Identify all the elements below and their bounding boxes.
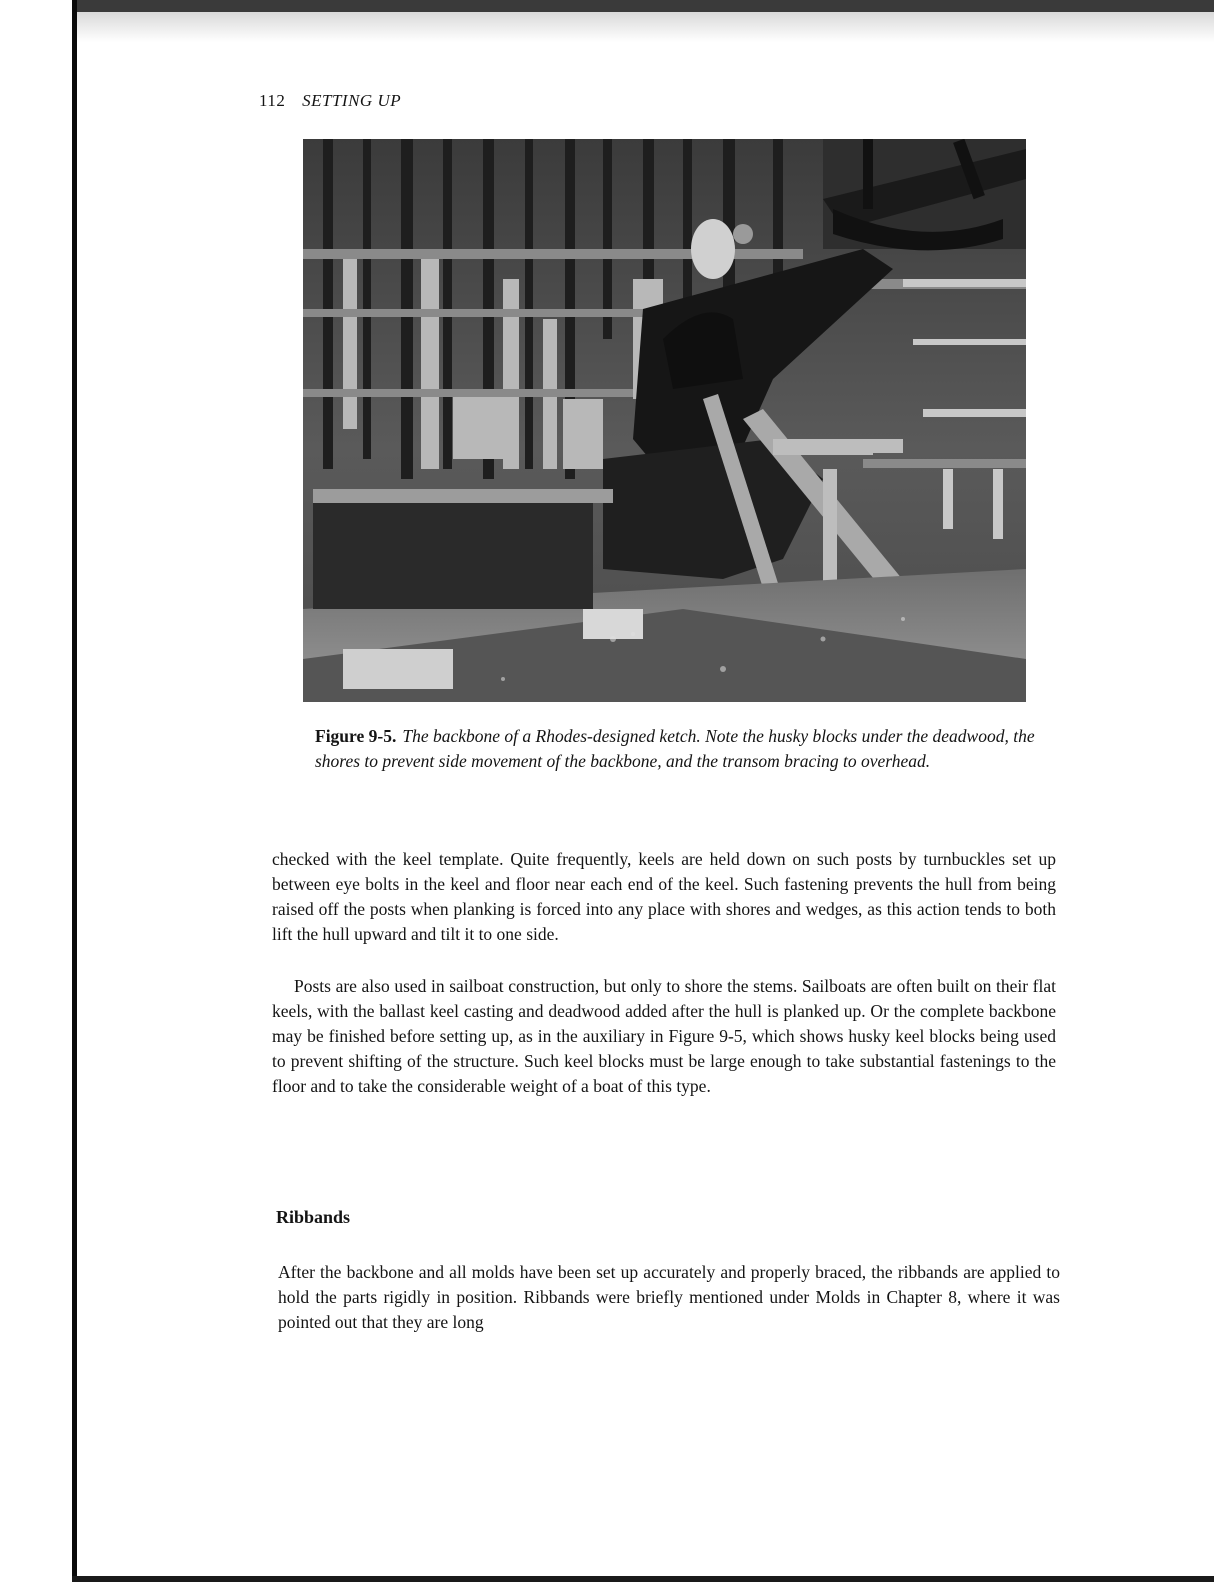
figure-caption bbox=[315, 724, 1035, 774]
paragraph-2 bbox=[272, 974, 1056, 1099]
paragraph-2-text: Posts are also used in sailboat construction, but only to shore the stems. Sailboats are often built on their flat keels, with the ballast keel casting and deadwood added after the hull is planked up. Or the complete backbone may be finished before setting up, as in the auxiliary in Figure 9-5, which shows husky keel blocks being used to prevent shifting of the structure. Such keel blocks must be large enough to take substantial fastenings to the floor and to take the considerable weight of a boat of this type. bbox=[272, 976, 1056, 1096]
scan-edge-top bbox=[72, 0, 1214, 12]
page-number: 112 bbox=[259, 91, 286, 110]
figure-photo bbox=[303, 139, 1026, 702]
scan-edge-bottom bbox=[72, 1576, 1214, 1582]
paragraph-1-text: checked with the keel template. Quite frequently, keels are held down on such posts by turnbuckles set up between eye bolts in the keel and floor near each end of the keel. Such fastening prevents the hull from being raised off the posts when planking is forced into any place with shores and wedges, as this action tends to both lift the hull upward and tilt it to one side. bbox=[272, 849, 1056, 944]
section-title: SETTING UP bbox=[302, 91, 402, 110]
scan-edge-left bbox=[72, 0, 77, 1582]
figure-label: Figure 9-5. bbox=[315, 726, 397, 746]
running-head bbox=[259, 91, 401, 111]
paragraph-3-text: After the backbone and all molds have been set up accurately and properly braced, the ribbands are applied to hold the parts rigidly in position. Ribbands were briefly mentioned under Molds in Chapter 8, where it was pointed out that they are long bbox=[278, 1262, 1060, 1332]
photo-illustration bbox=[303, 139, 1026, 702]
scan-shadow-top bbox=[72, 12, 1214, 42]
paragraph-1 bbox=[272, 847, 1056, 947]
paragraph-3 bbox=[278, 1260, 1060, 1335]
section-heading: Ribbands bbox=[276, 1207, 351, 1227]
figure-caption-text: The backbone of a Rhodes-designed ketch. Note the husky blocks under the deadwood, the shores to prevent side movement of the backbone, and the transom bracing to overhead. bbox=[315, 726, 1035, 771]
